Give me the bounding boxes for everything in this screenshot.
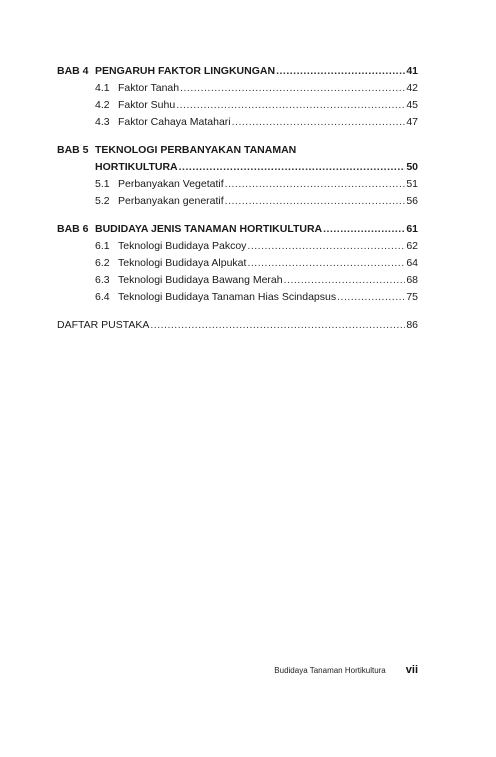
toc-section-5-2[interactable] xyxy=(57,193,418,210)
section-title: Faktor Cahaya Matahari xyxy=(118,116,231,128)
section-title: Faktor Suhu xyxy=(118,99,176,111)
toc-section-6-1[interactable] xyxy=(57,238,418,255)
toc-section-6-2[interactable] xyxy=(57,255,418,272)
page-number: 47 xyxy=(406,116,418,128)
chapter-title: BUDIDAYA JENIS TANAMAN HORTIKULTURA xyxy=(95,223,323,235)
section-number: 4.1 xyxy=(95,82,110,94)
chapter-title-line1: TEKNOLOGI PERBANYAKAN TANAMAN xyxy=(95,144,297,156)
toc-chapter-5-heading[interactable] xyxy=(57,142,418,159)
toc-section-5-1[interactable] xyxy=(57,176,418,193)
section-title: Perbanyakan Vegetatif xyxy=(118,178,224,190)
page-number: 45 xyxy=(406,99,418,111)
dot-leader xyxy=(276,63,405,80)
section-title: Perbanyakan generatif xyxy=(118,195,224,207)
page-number: 56 xyxy=(406,195,418,207)
page-number: 61 xyxy=(406,223,418,235)
section-number: 6.1 xyxy=(95,240,110,252)
section-number: 6.4 xyxy=(95,291,110,303)
dot-leader xyxy=(232,114,405,131)
chapter-title-line2: HORTIKULTURA xyxy=(95,161,178,173)
dot-leader xyxy=(337,289,405,306)
dot-leader xyxy=(284,272,405,289)
dot-leader xyxy=(225,176,405,193)
chapter-number: BAB 5 xyxy=(57,144,89,156)
page-number: 86 xyxy=(406,319,418,331)
section-number: 5.1 xyxy=(95,178,110,190)
section-number: 6.3 xyxy=(95,274,110,286)
page-number: 64 xyxy=(406,257,418,269)
chapter-title: PENGARUH FAKTOR LINGKUNGAN xyxy=(95,65,276,77)
dot-leader xyxy=(176,97,405,114)
page-number: 68 xyxy=(406,274,418,286)
page-number: 51 xyxy=(406,178,418,190)
page-number: 42 xyxy=(406,82,418,94)
dot-leader xyxy=(150,317,405,334)
page-footer xyxy=(274,664,418,676)
section-title: Teknologi Budidaya Pakcoy xyxy=(118,240,247,252)
dot-leader xyxy=(180,80,405,97)
page-number: 41 xyxy=(406,65,418,77)
section-number: 4.2 xyxy=(95,99,110,111)
section-number: 6.2 xyxy=(95,257,110,269)
toc-section-4-1[interactable] xyxy=(57,80,418,97)
dot-leader xyxy=(247,238,405,255)
entry-title: DAFTAR PUSTAKA xyxy=(57,319,150,331)
dot-leader xyxy=(323,221,405,238)
page-number: 62 xyxy=(406,240,418,252)
toc-section-4-2[interactable] xyxy=(57,97,418,114)
section-number: 4.3 xyxy=(95,116,110,128)
chapter-number: BAB 4 xyxy=(57,65,89,77)
toc-chapter-4[interactable] xyxy=(57,63,418,80)
dot-leader xyxy=(225,193,405,210)
footer-book-title: Budidaya Tanaman Hortikultura xyxy=(274,666,386,675)
dot-leader xyxy=(247,255,405,272)
toc-chapter-6[interactable] xyxy=(57,221,418,238)
toc-chapter-5[interactable] xyxy=(57,159,418,176)
table-of-contents xyxy=(57,63,418,334)
section-title: Teknologi Budidaya Tanaman Hias Scindapsus xyxy=(118,291,337,303)
section-number: 5.2 xyxy=(95,195,110,207)
dot-leader xyxy=(179,159,405,176)
toc-section-4-3[interactable] xyxy=(57,114,418,131)
page-number: 75 xyxy=(406,291,418,303)
toc-section-6-3[interactable] xyxy=(57,272,418,289)
chapter-number: BAB 6 xyxy=(57,223,89,235)
section-title: Faktor Tanah xyxy=(118,82,180,94)
toc-daftar-pustaka[interactable] xyxy=(57,317,418,334)
section-title: Teknologi Budidaya Bawang Merah xyxy=(118,274,283,286)
page-number: 50 xyxy=(406,161,418,173)
section-title: Teknologi Budidaya Alpukat xyxy=(118,257,247,269)
toc-section-6-4[interactable] xyxy=(57,289,418,306)
footer-page-number: vii xyxy=(405,664,418,676)
